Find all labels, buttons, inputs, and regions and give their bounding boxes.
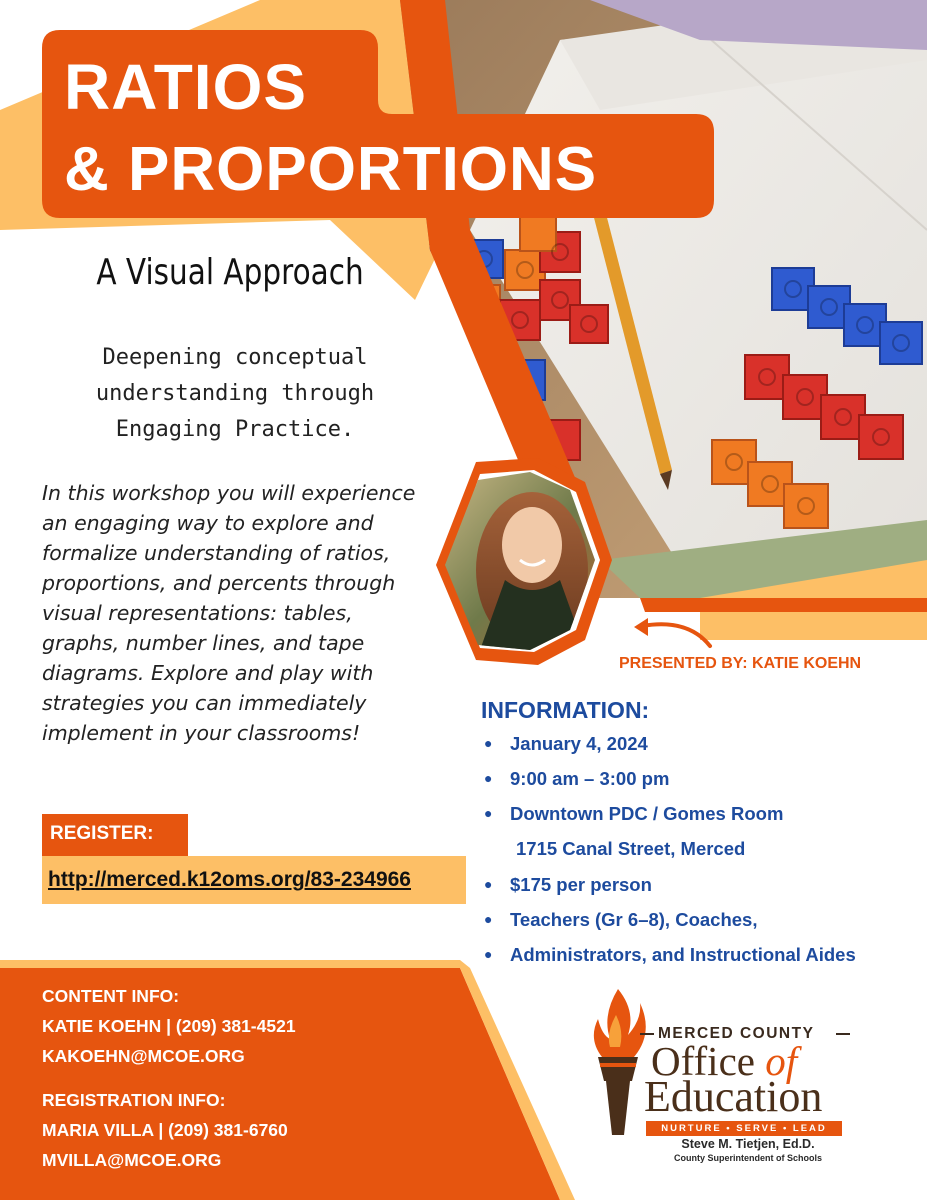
logo-superintendent-title: County Superintendent of Schools <box>674 1153 822 1163</box>
bullet-icon: ● <box>484 876 493 892</box>
tagline <box>20 340 450 448</box>
torch-icon <box>588 985 648 1145</box>
bullet-icon: ● <box>484 946 493 962</box>
info-item-audience-2 <box>484 944 856 966</box>
description-line: diagrams. Explore and play with <box>42 661 374 685</box>
content-info-heading: CONTENT INFO: <box>42 986 180 1006</box>
description-line: implement in your classrooms! <box>42 721 361 745</box>
info-item-text: 9:00 am – 3:00 pm <box>510 768 670 789</box>
register-link[interactable]: http://merced.k12oms.org/83-234966 <box>48 868 411 891</box>
info-item-time <box>484 768 669 790</box>
logo-motto: NURTURE • SERVE • LEAD <box>646 1121 842 1136</box>
info-item-address: 1715 Canal Street, Merced <box>516 838 746 859</box>
title-line-2: & PROPORTIONS <box>64 135 598 204</box>
description-line: proportions, and percents through <box>42 571 396 595</box>
content-info-email[interactable]: KAKOEHN@MCOE.ORG <box>42 1046 245 1066</box>
presenter-label: PRESENTED BY: KATIE KOEHN <box>619 655 862 672</box>
bullet-icon: ● <box>484 735 493 751</box>
bullet-icon: ● <box>484 911 493 927</box>
tagline-line: Engaging Practice. <box>115 417 355 442</box>
logo-superintendent-name: Steve M. Tietjen, Ed.D. <box>681 1137 815 1151</box>
info-item-cost <box>484 874 652 896</box>
tagline-line: understanding through <box>95 381 375 406</box>
description-line: formalize understanding of ratios, <box>42 541 391 565</box>
curved-arrow-icon <box>628 612 718 652</box>
registration-info-contact: MARIA VILLA | (209) 381-6760 <box>42 1120 288 1140</box>
registration-info-heading: REGISTRATION INFO: <box>42 1090 226 1110</box>
info-item-text: Administrators, and Instructional Aides <box>510 944 856 965</box>
description-line: visual representations: tables, <box>42 601 353 625</box>
description-line: In this workshop you will experience <box>42 481 416 505</box>
info-item-text: January 4, 2024 <box>510 733 648 754</box>
title-line-1: RATIOS <box>64 51 308 123</box>
bullet-icon: ● <box>484 770 493 786</box>
info-item-audience <box>484 909 757 931</box>
info-item-text: Downtown PDC / Gomes Room <box>510 803 784 824</box>
description-line: an engaging way to explore and <box>42 511 374 535</box>
info-item-text: Teachers (Gr 6–8), Coaches, <box>510 909 758 930</box>
content-info-contact: KATIE KOEHN | (209) 381-4521 <box>42 1016 296 1036</box>
description-line: graphs, number lines, and tape <box>42 631 365 655</box>
logo-office-word: Office <box>651 1038 755 1084</box>
description-line: strategies you can immediately <box>42 691 367 715</box>
info-item-location <box>484 803 783 825</box>
mcoe-logo <box>588 985 858 1175</box>
logo-education: Education <box>644 1072 823 1121</box>
tagline-line: Deepening conceptual <box>102 345 368 370</box>
info-item-date <box>484 733 648 755</box>
bullet-icon: ● <box>484 805 493 821</box>
logo-of-word: of <box>765 1038 798 1084</box>
register-label: REGISTER: <box>50 823 154 844</box>
logo-county: MERCED COUNTY <box>658 1025 815 1042</box>
info-item-text: $175 per person <box>510 874 652 895</box>
registration-info-email[interactable]: MVILLA@MCOE.ORG <box>42 1150 222 1170</box>
info-heading: INFORMATION: <box>481 697 650 723</box>
workshop-description <box>42 478 442 748</box>
subtitle: A Visual Approach <box>96 252 364 293</box>
title-banner <box>42 30 714 218</box>
